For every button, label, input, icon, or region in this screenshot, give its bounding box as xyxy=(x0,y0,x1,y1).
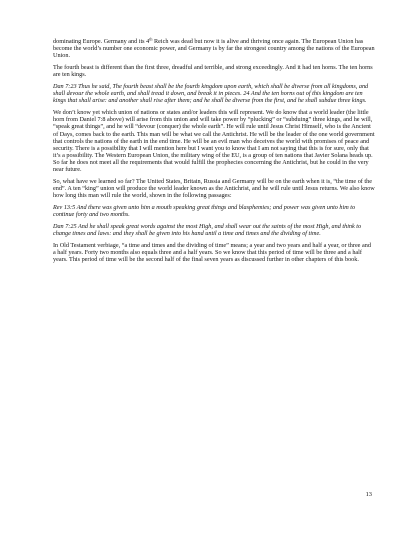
paragraph-2: The fourth beast is different than the first three, dreadful and terrible, and strong exceedingly. And it had ten horns. The ten horns are ten kings. xyxy=(53,64,373,79)
page-number: 13 xyxy=(365,491,372,498)
paragraph-4: So, what have we learned so far? The United States, Britain, Russia and Germany will be on the earth when it is, “the time of the end”. A ten “king” union will produce the world leader known as the Antichrist, and he will rule until Jesus returns. We also know how long this man will rule the world, shown in the following passages: xyxy=(53,178,375,200)
scripture-quote-dan-7-23: Dan 7:23 Thus he said, The fourth beast shall be the fourth kingdom upon earth, which shall be diverse from all kingdoms, and shall devour the whole earth, and shall tread it down, and break it in pieces. 24 And the ten horns out of this kingdom are ten kings that shall arise: and another shall rise after them; and he shall be diverse from the first, and he shall subdue three kings. xyxy=(53,82,369,105)
scripture-quote-dan-7-25: Dan 7:25 And he shall speak great words against the most High, and shall wear out the saints of the most High, and think to change times and laws: and they shall be given into his hand until a time and times and the dividing of time. xyxy=(53,223,362,238)
paragraph-1: dominating Europe. Germany and its 4th Reich was dead but now it is alive and thriving once again. The European Union has become the world’s number one economic power, and Germany is by far the strongest country among the nations of the European Union. xyxy=(53,36,375,60)
page-body xyxy=(53,38,375,268)
paragraph-3: We don’t know yet which union of nations or states and/or leaders this will represent. We do know that a world leader (the little horn from Daniel 7:8 above) will arise from this union and will take power by “plucking” or “subduing” three kings, and he will, “speak great things”, and he will “devour (conquer) the whole earth”. He will rule until Jesus Christ Himself, who is the Ancient of Days, comes back to the earth. This man will be what we call the Antichrist. He will be the leader of the one world government that controls the nations of the earth in the end time. He will be an evil man who deceives the world with promises of peace and security. There is a possibility that I will mention here but I want you to know that I am not saying that this is for sure, only that it’s a possibility. The Western European Union, the military wing of the EU, is a group of ten nations that Javier Solana heads up. So far he does not meet all the requirements that would fulfill the prophecies concerning the Antichrist, but he could in the very near future. xyxy=(53,109,375,174)
ordinal-superscript: th xyxy=(149,36,153,42)
paragraph-5: In Old Testament verbiage, “a time and times and the dividing of time” means; a year and two years and half a year, or three and a half years. Forty two months also equals three and a half years. So we know that this period of time will be three and a half years. This period of time will be the second half of the final seven years as discussed further in other chapters of this book. xyxy=(53,241,371,264)
scripture-quote-rev-13-5: Rev 13:5 And there was given unto him a mouth speaking great things and blasphemies; and power was given unto him to continue forty and two months. xyxy=(53,204,356,219)
